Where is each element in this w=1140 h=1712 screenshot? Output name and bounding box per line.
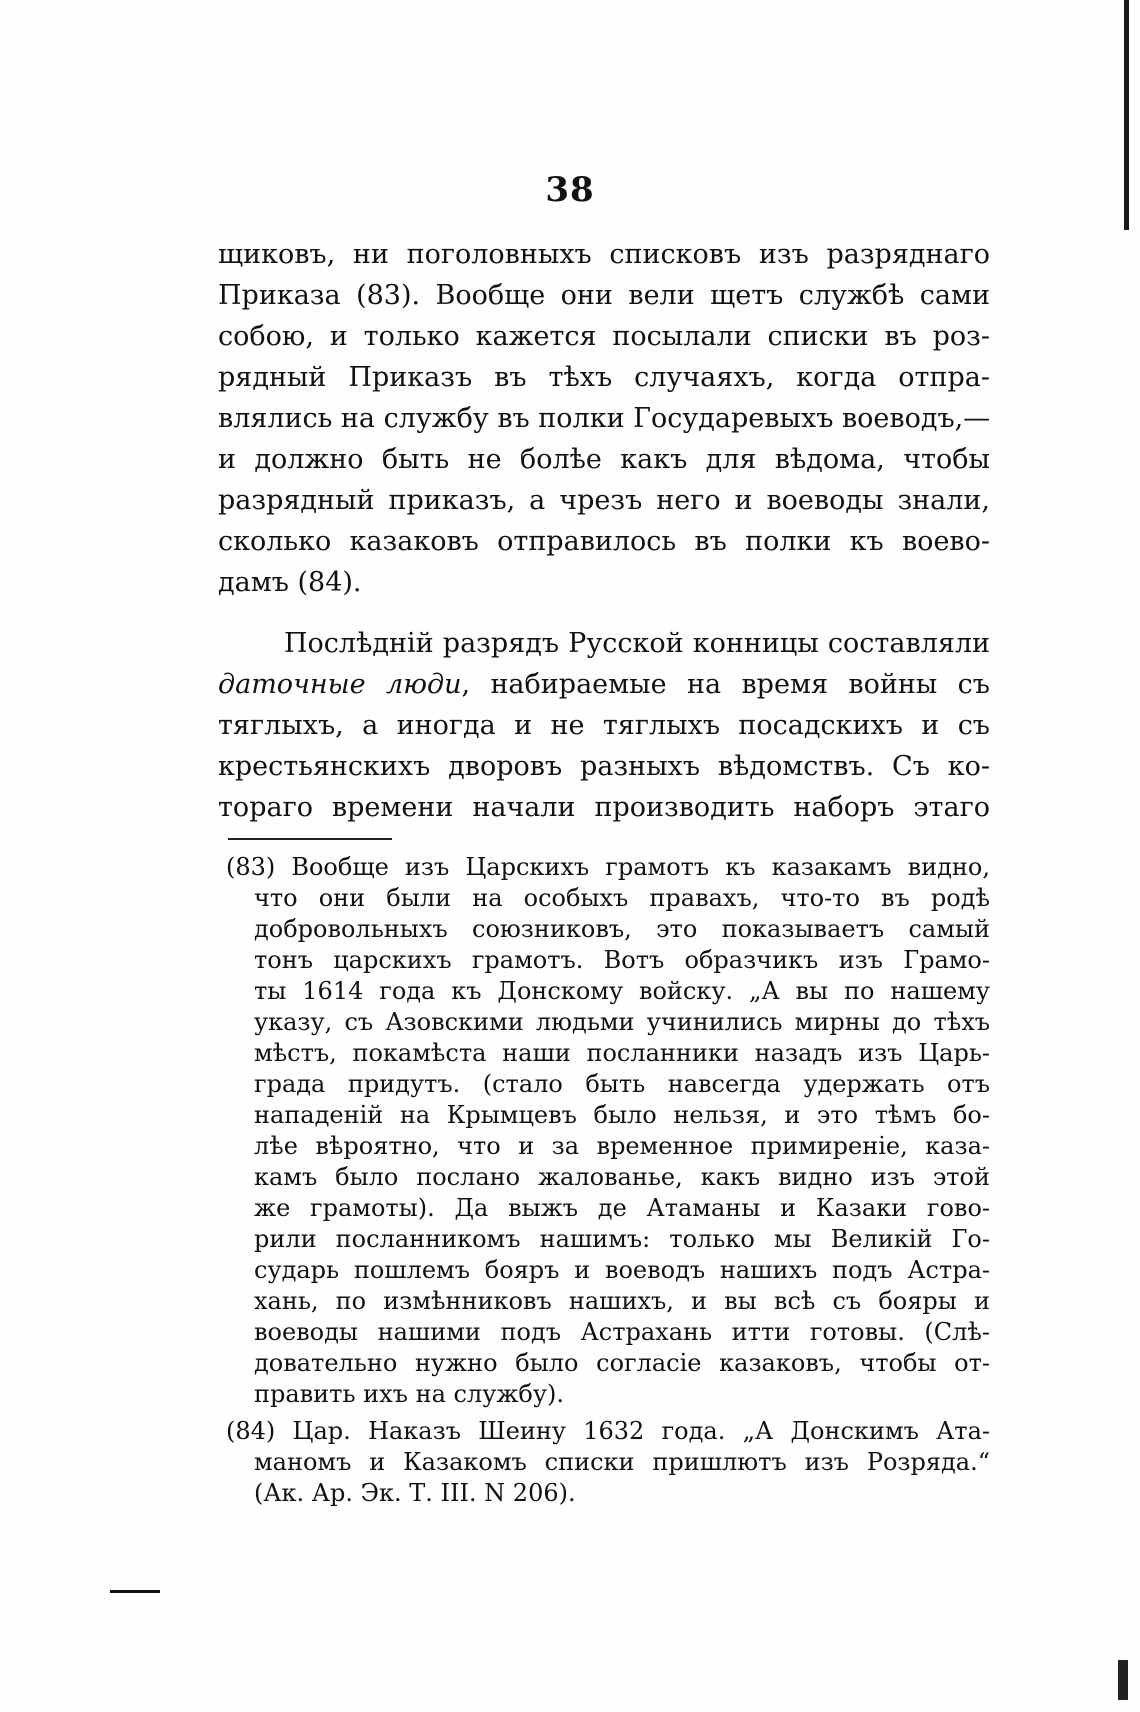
- footnotes: [226, 852, 990, 1509]
- text-line: дамъ (84).: [218, 567, 362, 598]
- page-number: 38: [545, 170, 595, 210]
- paragraph-start-line: Послѣдній разрядъ Русской конницы составляли: [284, 628, 990, 659]
- text-line: крестьянскихъ дворовъ разныхъ вѣдомствъ. Съ ко-: [218, 751, 990, 782]
- footnote-84-line: (84) Цар. Наказъ Шеину 1632 года. „А Донскимъ Ата-: [226, 1417, 990, 1445]
- footnote-83-line: хань, по измѣнниковъ нашихъ, и вы всѣ съ бояры и: [254, 1287, 990, 1315]
- italic-term: даточные люди: [218, 669, 462, 700]
- footnote-84-line: маномъ и Казакомъ списки пришлютъ изъ Розряда.“: [254, 1448, 990, 1476]
- footnote-83-line: сударь пошлемъ бояръ и воеводъ нашихъ подъ Астра-: [254, 1256, 990, 1284]
- footnote-83-line: воеводы нашими подъ Астрахань итти готовы. (Слѣ-: [254, 1318, 990, 1346]
- footnote-83-line: лѣе вѣроятно, что и за временное примиреніе, каза-: [254, 1132, 990, 1160]
- text-line: тяглыхъ, а иногда и не тяглыхъ посадскихъ и съ: [218, 710, 990, 741]
- page-edge-mark: [1118, 1660, 1128, 1700]
- footnote-83-line: же грамоты). Да выжъ де Атаманы и Казаки гово-: [254, 1194, 990, 1222]
- footnote-83-line: рили посланникомъ нашимъ: только мы Великій Го-: [254, 1225, 990, 1253]
- footnote-83-line: указу, съ Азовскими людьми учинились мирны до тѣхъ: [254, 1008, 990, 1036]
- footnote-83-line: камъ было послано жалованье, какъ видно изъ этой: [254, 1163, 990, 1191]
- text-line: тораго времени начали производить наборъ этаго: [218, 792, 990, 823]
- footnote-divider: [228, 838, 392, 840]
- text-line: собою, и только кажется посылали списки въ роз-: [218, 321, 990, 352]
- footnote-83-line: града придутъ. (стало быть навсегда удержать отъ: [254, 1070, 990, 1098]
- footnote-83-line: нападеній на Крымцевъ было нельзя, и это тѣмъ бо-: [254, 1101, 990, 1129]
- text-line: [218, 664, 990, 705]
- text-line: Приказа (83). Вообще они вели щетъ службѣ сами: [218, 280, 990, 311]
- footnote-83-line: тонъ царскихъ грамотъ. Вотъ образчикъ изъ Грамо-: [254, 946, 990, 974]
- text-line: и должно быть не болѣе какъ для вѣдома, чтобы: [218, 444, 990, 475]
- page-edge-mark: [110, 1590, 160, 1593]
- footnote-83-line: что они были на особыхъ правахъ, что-то въ родѣ: [254, 884, 990, 912]
- text-line: разрядный приказъ, а чрезъ него и воеводы знали,: [218, 485, 990, 516]
- text-span: , набираемые на время войны съ: [461, 669, 990, 700]
- footnote-84-line: (Ак. Ар. Эк. Т. III. N 206).: [254, 1479, 576, 1507]
- footnote-83-line: добровольныхъ союзниковъ, это показываетъ самый: [254, 915, 990, 943]
- footnote-83-line: править ихъ на службу).: [254, 1380, 564, 1408]
- main-text: [218, 234, 990, 828]
- footnote-83-line: ты 1614 года къ Донскому войску. „А вы по нашему: [254, 977, 990, 1005]
- text-line: рядный Приказъ въ тѣхъ случаяхъ, когда отпра-: [218, 362, 990, 393]
- text-line: щиковъ, ни поголовныхъ списковъ изъ разряднаго: [218, 239, 990, 270]
- text-line: сколько казаковъ отправилось въ полки къ воево-: [218, 526, 990, 557]
- footnote-83-line: мѣстъ, покамѣста наши посланники назадъ изъ Царь-: [254, 1039, 990, 1067]
- footnote-83-line: довательно нужно было согласіе казаковъ, чтобы от-: [254, 1349, 990, 1377]
- footnote-83-line: (83) Вообще изъ Царскихъ грамотъ къ казакамъ видно,: [226, 853, 990, 881]
- text-line: влялись на службу въ полки Государевыхъ воеводъ,—: [218, 403, 991, 434]
